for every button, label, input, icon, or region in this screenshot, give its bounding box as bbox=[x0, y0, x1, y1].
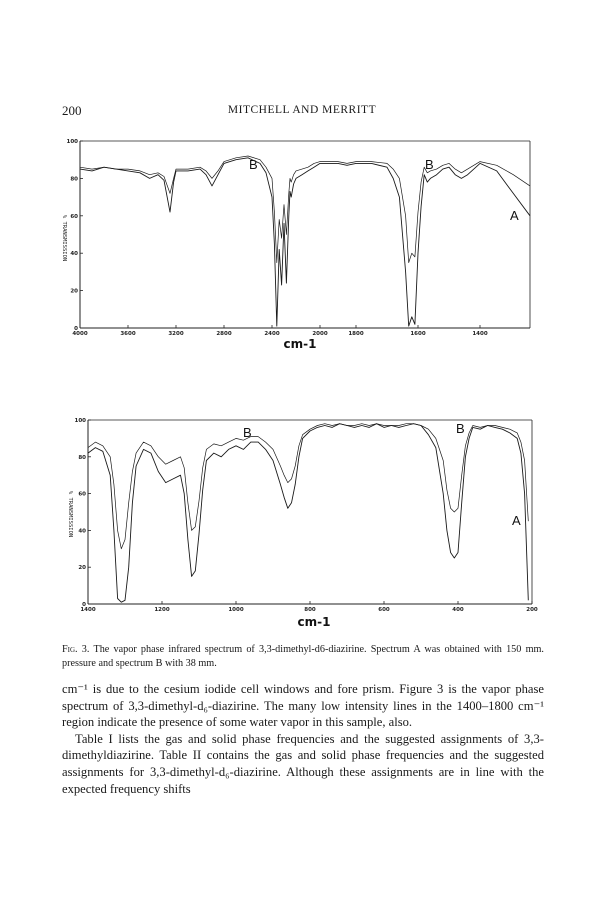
spectrum-series-b bbox=[88, 424, 528, 549]
spectrum-series-b bbox=[80, 156, 530, 263]
x-tick-label: 4000 bbox=[72, 331, 88, 337]
chart-bottom-x-ticks bbox=[80, 601, 538, 613]
chart-top-annotation-b2: B bbox=[425, 157, 434, 172]
x-tick-label: 1400 bbox=[472, 331, 488, 337]
figure-label: Fig. 3. bbox=[62, 644, 90, 655]
spectrum-series-a bbox=[80, 158, 530, 326]
x-tick-label: 1800 bbox=[348, 331, 364, 337]
x-tick-label: 200 bbox=[526, 607, 538, 613]
chart-top-series bbox=[80, 156, 530, 326]
chart-top-ylabel: % TRANSMISSION bbox=[61, 214, 67, 262]
figure-caption-text: The vapor phase infrared spectrum of 3,3-dimethyl-d6-diazirine. Spectrum A was obtained with 150 mm. pressure and spectrum B with 38 mm. bbox=[62, 644, 544, 669]
body-text bbox=[62, 681, 544, 797]
x-tick-label: 1400 bbox=[80, 607, 96, 613]
x-tick-label: 800 bbox=[304, 607, 316, 613]
x-tick-label: 3600 bbox=[120, 331, 136, 337]
x-tick-label: 400 bbox=[452, 607, 464, 613]
y-tick-label: 100 bbox=[74, 418, 86, 424]
y-tick-label: 40 bbox=[78, 528, 86, 535]
figure-caption bbox=[62, 643, 544, 670]
spectrum-chart-top bbox=[61, 139, 530, 351]
y-tick-label: 100 bbox=[66, 139, 78, 145]
chart-bottom-xlabel: cm-1 bbox=[297, 615, 331, 629]
paragraph-2: Table I lists the gas and solid phase frequencies and the suggested assignments of 3,3-dimethyldiazirine. Table II contains the gas and solid phase frequencies and the suggested assignments for 3,3-dimethyl-d₆-diazirine. Although these assignments are in line with the expected frequency shifts bbox=[62, 731, 544, 796]
y-tick-label: 20 bbox=[70, 288, 78, 295]
spectrum-chart-bottom bbox=[67, 418, 538, 629]
chart-top-xlabel: cm-1 bbox=[283, 337, 317, 351]
y-tick-label: 0 bbox=[82, 602, 86, 608]
x-tick-label: 2400 bbox=[264, 331, 280, 337]
y-tick-label: 0 bbox=[74, 326, 78, 332]
x-tick-label: 1200 bbox=[154, 607, 170, 613]
chart-top-y-ticks bbox=[67, 139, 83, 332]
chart-top-x-ticks bbox=[72, 325, 487, 337]
chart-bottom-ylabel: % TRANSMISSION bbox=[67, 490, 73, 538]
paragraph-1: cm⁻¹ is due to the cesium iodide cell windows and fore prism. Figure 3 is the vapor phase spectrum of 3,3-dimethyl-d₆-diazirine. The many low intensity lines in the 1400–1800 cm⁻¹ region indicate the presence of some water vapor in this sample, also. bbox=[62, 682, 544, 730]
running-head: MITCHELL AND MERRITT bbox=[227, 104, 377, 116]
chart-bottom-annotation-a: A bbox=[512, 513, 521, 528]
chart-top-annotation-a: A bbox=[510, 208, 519, 223]
y-tick-label: 60 bbox=[78, 491, 86, 498]
x-tick-label: 3200 bbox=[168, 331, 184, 337]
y-tick-label: 60 bbox=[70, 213, 78, 220]
x-tick-label: 2000 bbox=[312, 331, 328, 337]
page-number: 200 bbox=[62, 103, 82, 118]
x-tick-label: 1600 bbox=[410, 331, 426, 337]
y-tick-label: 40 bbox=[70, 251, 78, 258]
chart-bottom-y-ticks bbox=[75, 418, 91, 608]
y-tick-label: 20 bbox=[78, 565, 86, 572]
chart-bottom-annotation-b1: B bbox=[243, 425, 252, 440]
chart-top-annotation-b1: B bbox=[249, 157, 258, 172]
y-tick-label: 80 bbox=[78, 454, 86, 461]
x-tick-label: 2800 bbox=[216, 331, 232, 337]
chart-bottom-annotation-b2: B bbox=[456, 421, 465, 436]
chart-bottom-series bbox=[88, 424, 528, 603]
x-tick-label: 1000 bbox=[228, 607, 244, 613]
y-tick-label: 80 bbox=[70, 176, 78, 183]
x-tick-label: 600 bbox=[378, 607, 390, 613]
